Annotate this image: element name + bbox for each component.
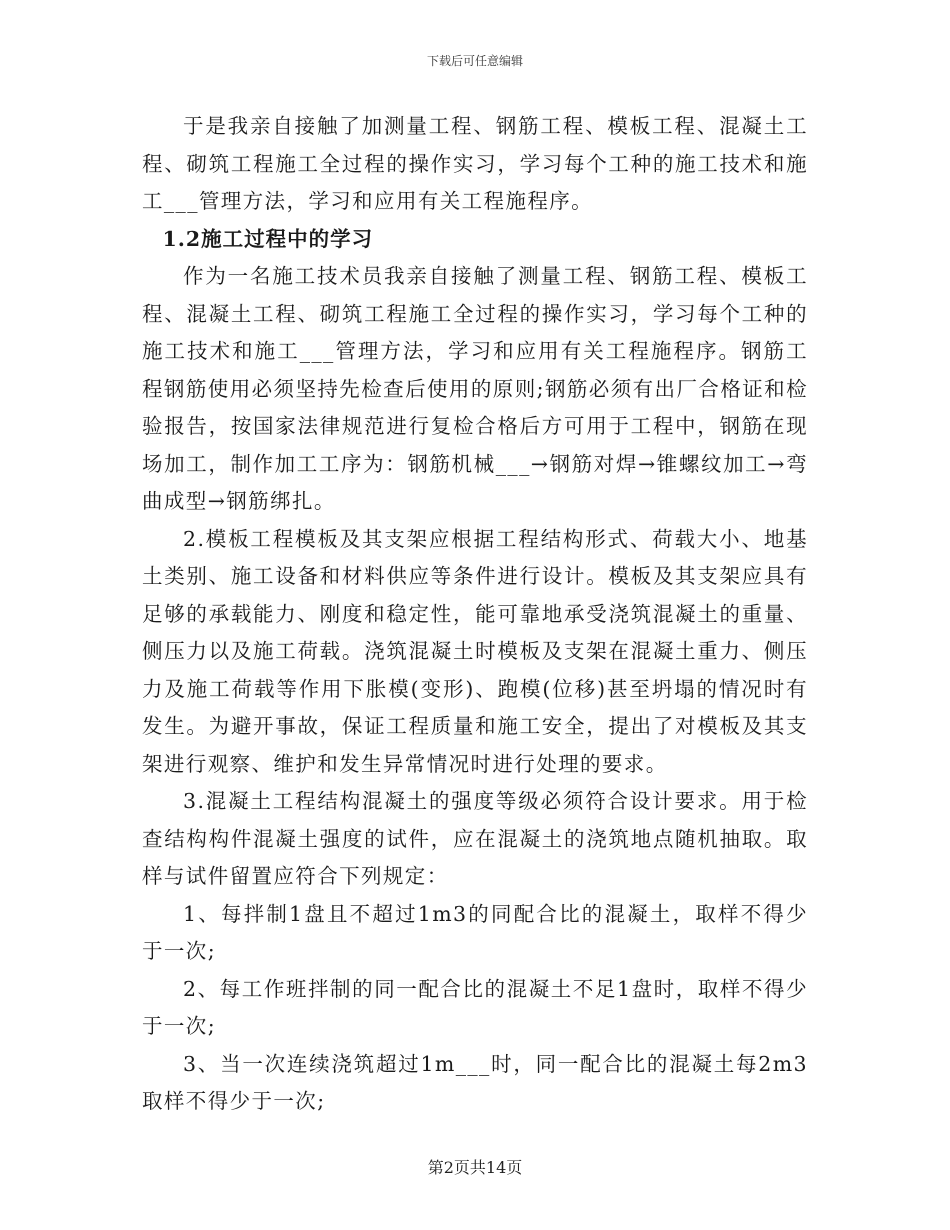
list-item: 3、当一次连续浇筑超过1m___时，同一配合比的混凝土每2m3取样不得少于一次; bbox=[142, 1051, 808, 1113]
paragraph-formwork: 2.模板工程模板及其支架应根据工程结构形式、荷载大小、地基土类别、施工设备和材料供应等条件进行设计。模板及其支架应具有足够的承载能力、刚度和稳定性，能可靠地承受浇筑混凝土的重量、侧压力以及施工荷载。浇筑混凝土时模板及支架在混凝土重力、侧压力及施工荷载等作用下胀模(变形)、跑模(位移)甚至坍塌的情况时有发生。为避开事故，保证工程质量和施工安全，提出了对模板及其支架进行观察、维护和发生异常情况时进行处理的要求。 bbox=[142, 526, 808, 776]
page-header: 下载后可任意编辑 bbox=[426, 54, 523, 68]
paragraph-concrete: 3.混凝土工程结构混凝土的强度等级必须符合设计要求。用于检查结构构件混凝土强度的试件，应在混凝土的浇筑地点随机抽取。取样与试件留置应符合下列规定： bbox=[142, 789, 808, 888]
document-body bbox=[142, 108, 808, 1121]
list-item: 2、每工作班拌制的同一配合比的混凝土不足1盘时，取样不得少于一次; bbox=[142, 976, 808, 1038]
list-item: 1、每拌制1盘且不超过1m3的同配合比的混凝土，取样不得少于一次; bbox=[142, 901, 808, 963]
paragraph-rebar: 作为一名施工技术员我亲自接触了测量工程、钢筋工程、模板工程、混凝土工程、砌筑工程施工全过程的操作实习，学习每个工种的施工技术和施工___管理方法，学习和应用有关工程施程序。钢筋工程钢筋使用必须坚持先检查后使用的原则;钢筋必须有出厂合格证和检验报告，按国家法律规范进行复检合格后方可用于工程中，钢筋在现场加工，制作加工工序为：钢筋机械___→钢筋对焊→锥螺纹加工→弯曲成型→钢筋绑扎。 bbox=[142, 264, 808, 513]
section-heading: 1.2施工过程中的学习 bbox=[162, 226, 374, 251]
page-number: 第2页共14页 bbox=[427, 1158, 523, 1177]
paragraph-intro: 于是我亲自接触了加测量工程、钢筋工程、模板工程、混凝土工程、砌筑工程施工全过程的操作实习，学习每个工种的施工技术和施工___管理方法，学习和应用有关工程施程序。 bbox=[142, 114, 808, 213]
